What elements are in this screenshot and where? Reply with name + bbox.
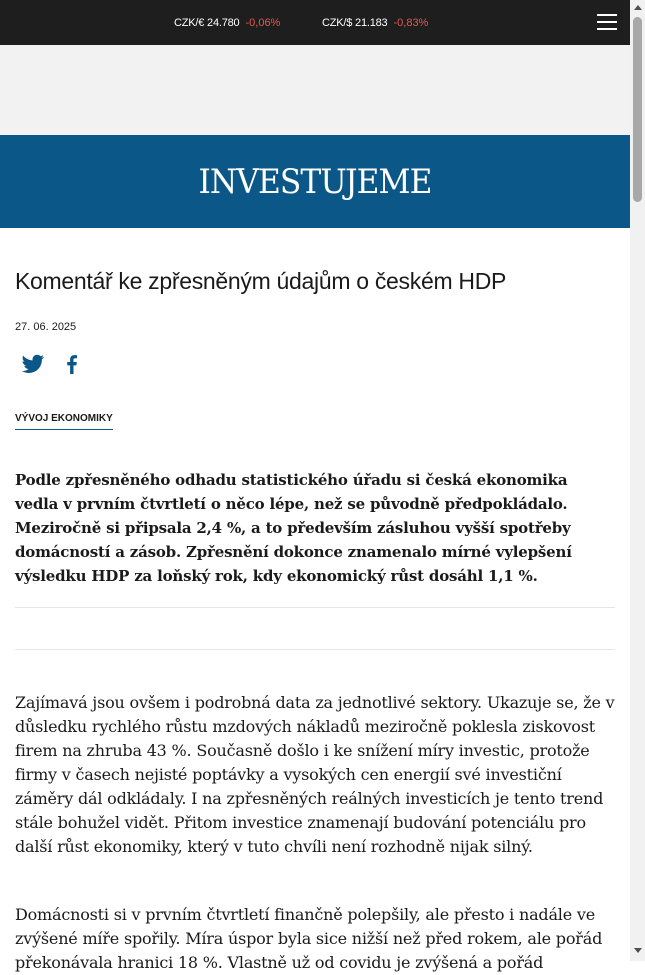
article-paragraph: Domácnosti si v prvním čtvrtletí finančně polepšily, ale přesto i nadále ve zvýšené míře spořily. Míra úspor byla sice nižší než před rokem, ale pořád překonávala hranici 18 %. Vlastně už od covidu je zvýšená a pořád: [15, 905, 603, 972]
article-paragraph: Zajímavá jsou ovšem i podrobná data za jednotlivé sektory. Ukazuje se, že v důsledku rychlého růstu mzdových nákladů meziročně poklesla ziskovost firem na zhruba 43 %. Současně došlo i ke snížení míry investic, protože firmy v časech nejisté poptávky a vysokých cen energií své investiční záměry dál odkládaly. I na zpřesněných reálných investicích je tento trend stále bohužel vidět. Přitom investice znamenají budování potenciálu pro další růst ekonomiky, který v tuto chvíli není rozhodně nijak silný.: [15, 693, 615, 856]
article-lead: Podle zpřesněného odhadu statistického úřadu si česká ekonomika vedla v prvním čtvrtletí o něco lépe, než se původně předpokládalo. Meziročně si připsala 2,4 %, a to především zásluhou vyšší spotřeby domácností a zásob. Zpřesnění dokonce znamenalo mírné vylepšení výsledku HDP za loňský rok, kdy ekonomický růst dosáhl 1,1 %.: [15, 471, 572, 585]
ticker-eur[interactable]: [174, 0, 280, 45]
scroll-up-arrow-icon[interactable]: [634, 5, 642, 10]
top-bar: [0, 0, 630, 45]
scrollbar-thumb[interactable]: [633, 17, 642, 202]
scrollbar[interactable]: [630, 0, 645, 961]
ticker-usd-change: -0,83%: [393, 16, 429, 29]
site-logo[interactable]: INVESTUJEME: [198, 161, 432, 202]
ticker-eur-rate: CZK/€ 24.780: [174, 16, 240, 29]
hamburger-menu-icon[interactable]: [597, 14, 617, 31]
divider: [15, 607, 615, 608]
brand-header: [0, 135, 630, 228]
ad-space: [0, 45, 630, 135]
article-date: 27. 06. 2025: [15, 321, 77, 333]
ticker-usd[interactable]: [322, 0, 428, 45]
facebook-icon[interactable]: [60, 352, 84, 376]
ticker-usd-rate: CZK/$ 21.183: [322, 16, 388, 29]
twitter-icon[interactable]: [21, 352, 45, 376]
article-title: Komentář ke zpřesněným údajům o českém HDP: [15, 268, 507, 294]
category-link[interactable]: VÝVOJ EKONOMIKY: [15, 413, 113, 430]
divider: [15, 649, 615, 650]
ticker-eur-change: -0,06%: [245, 16, 281, 29]
scroll-down-arrow-icon[interactable]: [634, 948, 642, 953]
